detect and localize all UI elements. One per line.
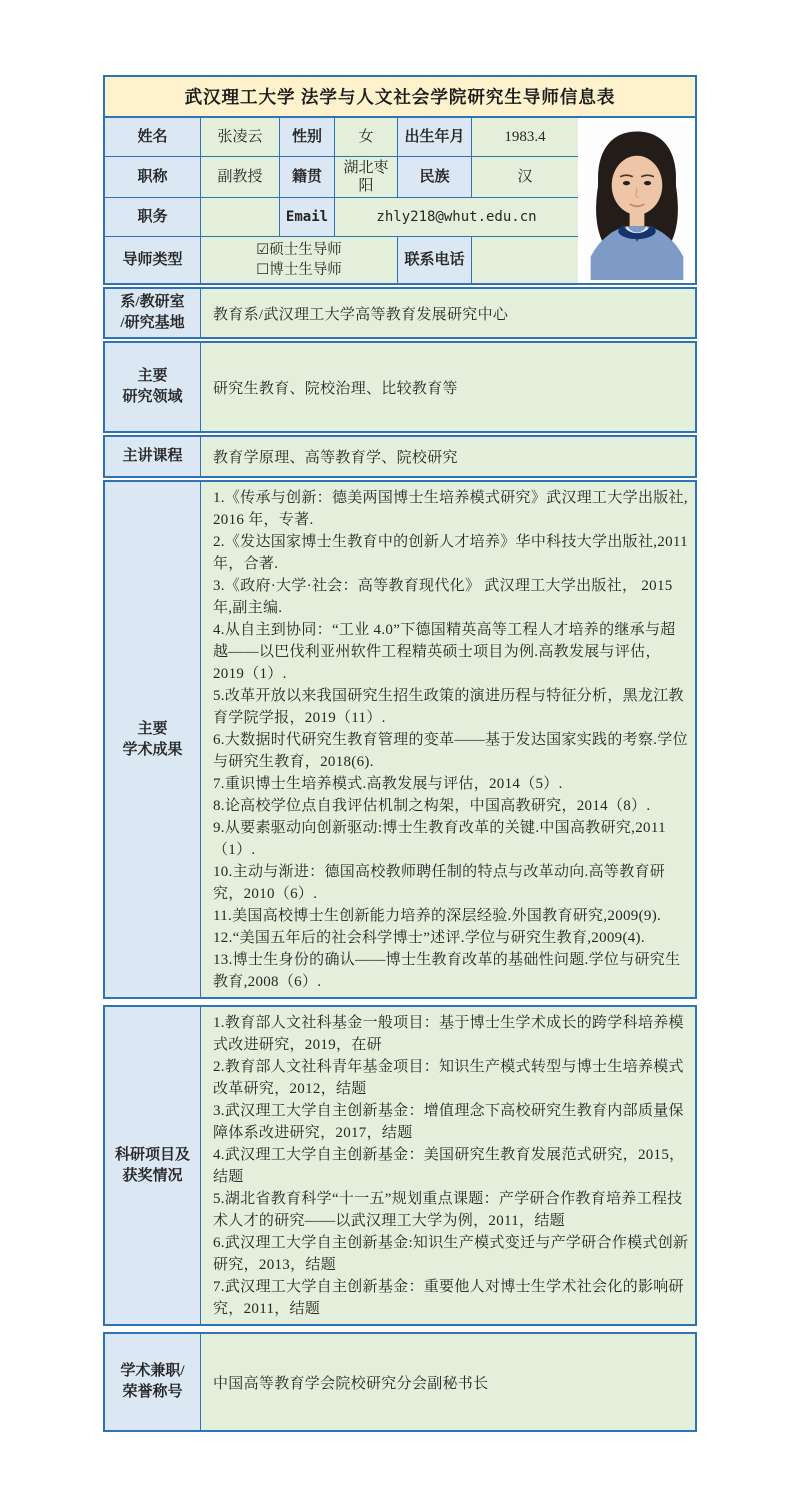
portrait-illustration [584,122,690,280]
project-item: 5.湖北省教育科学“十一五”规划重点课题：产学研合作教育培养工程技术人才的研究——以武汉理工大学为例，2011，结题 [213,1191,683,1229]
research-areas-label: 主要 研究领域 [105,343,201,431]
row-rank [105,157,578,198]
page-title: 武汉理工大学 法学与人文社会学院研究生导师信息表 [105,77,695,118]
name-value: 张凌云 [201,118,280,157]
portrait-photo [578,118,695,283]
position-label: 职务 [105,198,201,237]
achievement-item: 6.大数据时代研究生教育管理的变革——基于发达国家实践的考察.学位与研究生教育，2018(6). [213,732,688,770]
achievement-item: 13.博士生身份的确认——博士生教育改革的基础性问题.学位与研究生教育,2008（6）. [213,952,681,990]
department-block [103,287,697,339]
name-label: 姓名 [105,118,201,157]
titles-value: 中国高等教育学会院校研究分会副秘书长 [201,1334,695,1430]
phone-value [472,237,578,283]
project-item: 1.教育部人文社科基金一般项目：基于博士生学术成长的跨学科培养模式改进研究，2019，在研 [213,1015,684,1053]
mentor-type-options [201,237,398,283]
project-item: 3.武汉理工大学自主创新基金：增值理念下高校研究生教育内部质量保障体系改进研究，2017，结题 [213,1103,684,1141]
mentor-type-label: 导师类型 [105,237,201,283]
gender-label: 性别 [280,118,335,157]
achievement-item: 12.“美国五年后的社会科学博士”述评.学位与研究生教育,2009(4). [213,930,645,946]
achievement-item: 2.《发达国家博士生教育中的创新人才培养》华中科技大学出版社,2011年，合著. [213,534,688,572]
rank-label: 职称 [105,157,201,198]
phone-label: 联系电话 [398,237,472,283]
email-value: zhly218@whut.edu.cn [335,198,578,237]
department-value: 教育系/武汉理工大学高等教育发展研究中心 [201,289,695,337]
row-position-email [105,198,578,237]
basic-info-grid [105,118,578,283]
projects-block [103,1005,697,1326]
achievements-block [103,480,697,999]
achievement-item: 11.美国高校博士生创新能力培养的深层经验.外国教育研究,2009(9). [213,908,662,924]
project-item: 4.武汉理工大学自主创新基金：美国研究生教育发展范式研究，2015，结题 [213,1147,685,1185]
achievement-item: 8.论高校学位点自我评估机制之构架，中国高教研究，2014（8）. [213,798,651,814]
origin-label: 籍贯 [280,157,335,198]
titles-label: 学术兼职/ 荣誉称号 [105,1334,201,1430]
rank-value: 副教授 [201,157,280,198]
ethnic-label: 民族 [398,157,472,198]
row-name [105,118,578,157]
projects-list [201,1007,695,1324]
email-label: Email [280,198,335,237]
achievements-list [201,482,695,997]
project-item: 7.武汉理工大学自主创新基金：重要他人对博士生学术社会化的影响研究，2011，结题 [213,1279,684,1317]
header-block [103,75,697,285]
gender-value: 女 [335,118,398,157]
ethnic-value: 汉 [472,157,578,198]
mentor-option-doctor: ☐博士生导师 [256,262,342,278]
achievement-item: 7.重识博士生培养模式.高教发展与评估，2014（5）. [213,776,563,792]
achievement-item: 5.改革开放以来我国研究生招生政策的演进历程与特征分析，黑龙江教育学院学报，2019（11）. [213,688,684,726]
department-label: 系/教研室 /研究基地 [105,289,201,337]
project-item: 2.教育部人文社科青年基金项目：知识生产模式转型与博士生培养模式改革研究，2012，结题 [213,1059,684,1097]
birth-value: 1983.4 [472,118,578,157]
achievement-item: 1.《传承与创新：德美两国博士生培养模式研究》武汉理工大学出版社, 2016 年，专著. [213,490,688,528]
project-item: 6.武汉理工大学自主创新基金:知识生产模式变迁与产学研合作模式创新研究，2013，结题 [213,1235,689,1273]
achievements-label: 主要 学术成果 [105,482,201,997]
courses-label: 主讲课程 [105,437,201,476]
courses-block [103,435,697,478]
position-value [201,198,280,237]
achievement-item: 3.《政府·大学·社会：高等教育现代化》 武汉理工大学出版社， 2015年,副主编. [213,578,673,616]
origin-value: 湖北枣阳 [335,157,398,198]
row-mentor-type [105,237,578,283]
titles-block [103,1332,697,1432]
achievement-item: 10.主动与渐进：德国高校教师聘任制的特点与改革动向.高等教育研究，2010（6）. [213,864,666,902]
birth-label: 出生年月 [398,118,472,157]
research-areas-block [103,341,697,433]
achievement-item: 4.从自主到协同：“工业 4.0”下德国精英高等工程人才培养的继承与超越——以巴伐利亚州软件工程精英硕士项目为例.高教发展与评估，2019（1）. [213,622,676,682]
mentor-option-master: ☑硕士生导师 [256,242,342,258]
document [103,75,697,1432]
courses-value: 教育学原理、高等教育学、院校研究 [201,437,695,476]
achievement-item: 9.从要素驱动向创新驱动:博士生教育改革的关键.中国高教研究,2011（1）. [213,820,666,858]
research-areas-value: 研究生教育、院校治理、比较教育等 [201,343,695,431]
projects-label: 科研项目及 获奖情况 [105,1007,201,1324]
